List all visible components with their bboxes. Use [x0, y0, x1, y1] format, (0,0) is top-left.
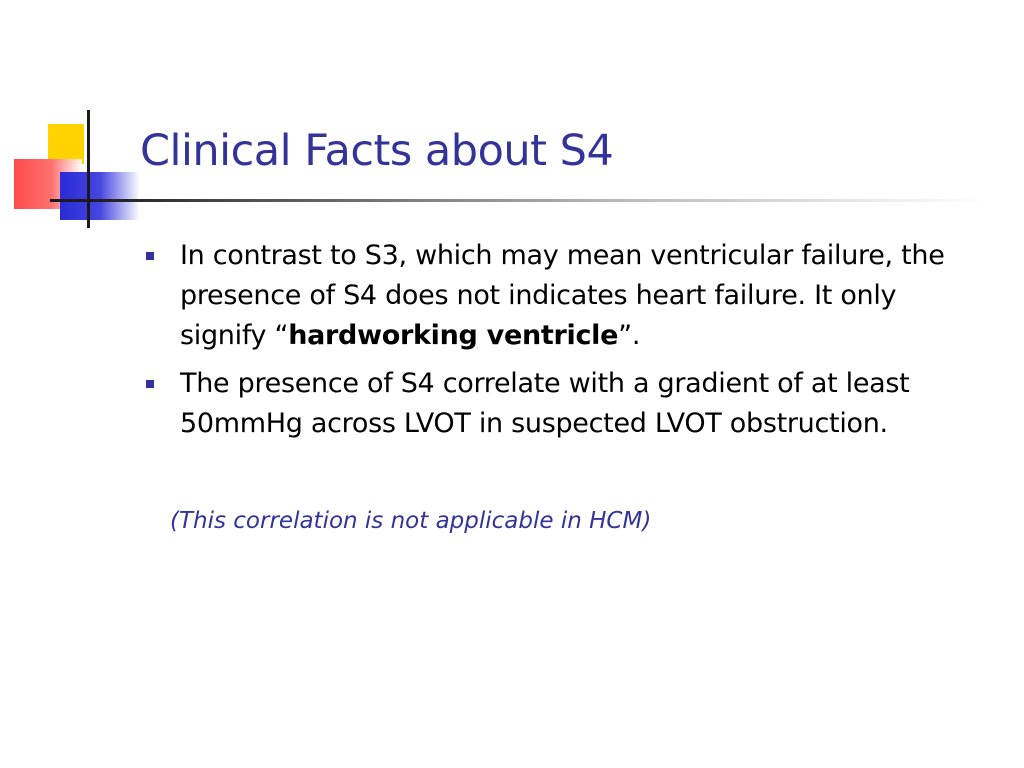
decorative-blue-square [60, 172, 140, 220]
square-bullet-icon [146, 380, 154, 388]
bullet-item-1 [140, 236, 980, 356]
bullet-list [140, 236, 980, 452]
decorative-yellow-square [48, 124, 84, 164]
footnote: (This correlation is not applicable in HCM) [170, 508, 652, 534]
bullet-1-bold-text: hardworking ventricle [288, 320, 619, 351]
bullet-1-text-end: ”. [618, 320, 641, 351]
bullet-item-2 [140, 364, 980, 444]
title-underline-rule [86, 199, 986, 202]
square-bullet-icon [146, 252, 154, 260]
decorative-logo [0, 0, 150, 240]
slide-title: Clinical Facts about S4 [140, 126, 614, 176]
bullet-2-text: The presence of S4 correlate with a gradient of at least 50mmHg across LVOT in suspected LVOT obstruction. [180, 368, 910, 439]
decorative-vertical-line [87, 110, 90, 228]
bullet-1-text: In contrast to S3, which may mean ventricular failure, the presence of S4 does not indicates heart failure. It only signify “ [180, 240, 945, 351]
